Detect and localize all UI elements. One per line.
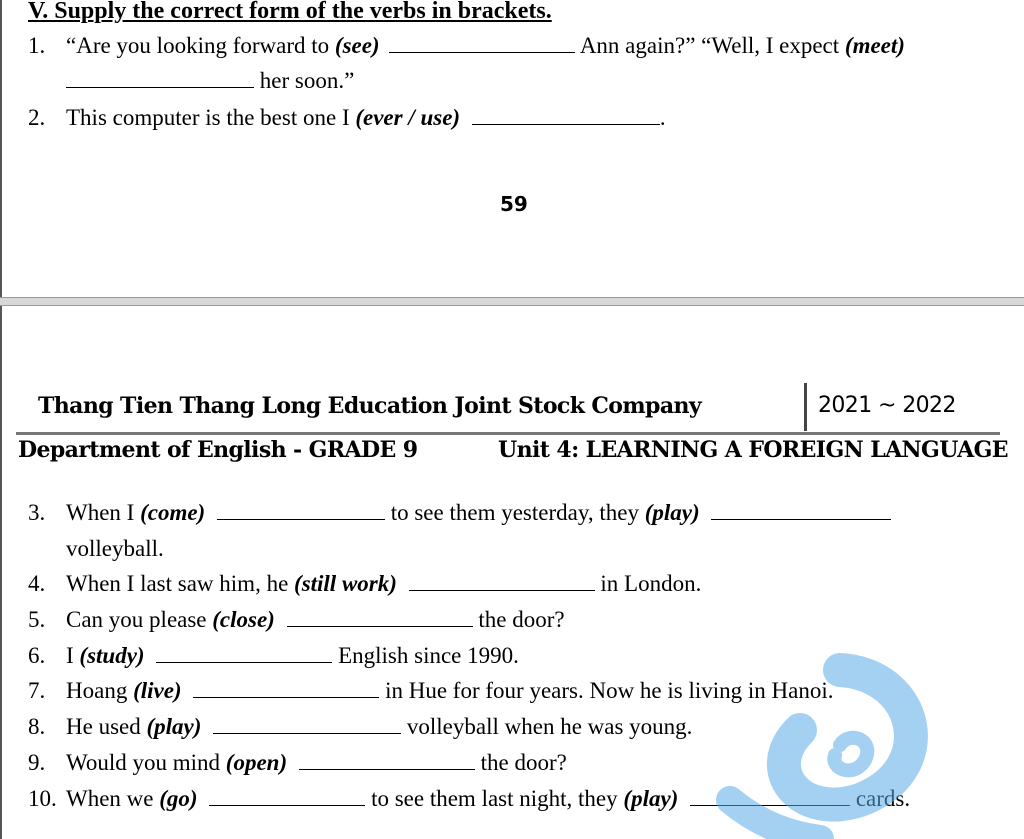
verb-cue: (play) [623, 786, 679, 811]
answer-blank[interactable] [389, 34, 575, 53]
answer-blank[interactable] [287, 608, 473, 627]
item-text: to see them last night, they [365, 786, 624, 811]
section-title: V. Supply the correct form of the verbs in brackets. [28, 0, 552, 24]
answer-blank[interactable] [472, 106, 660, 125]
item-text: cards. [850, 786, 911, 811]
item-number: 1. [28, 33, 46, 58]
verb-cue: (play) [644, 500, 700, 525]
company-name: Thang Tien Thang Long Education Joint Stock Company [38, 393, 702, 419]
item-text: English since 1990. [332, 643, 519, 668]
verb-cue: (live) [133, 678, 182, 703]
item-text: When I last saw him, he [66, 571, 295, 596]
exercise-item-9 [28, 749, 45, 777]
verb-cue: (see) [334, 33, 380, 58]
item-text: Can you please [66, 607, 213, 632]
item-number: 10. [28, 786, 57, 811]
exercise-item-2-text [66, 104, 666, 132]
item-text: Hoang [66, 678, 134, 703]
item-number: 9. [28, 750, 46, 775]
item-text: Would you mind [66, 750, 226, 775]
item-text: I [66, 643, 80, 668]
exercise-item-4 [28, 570, 45, 598]
answer-blank[interactable] [299, 751, 475, 770]
item-text: the door? [472, 607, 565, 632]
exercise-item-6-text [66, 642, 519, 670]
page-number: 59 [500, 192, 528, 216]
item-text: “Are you looking forward to [66, 33, 335, 58]
exercise-item-3-text [66, 499, 891, 527]
exercise-item-1-text [66, 32, 905, 60]
verb-cue: (go) [159, 786, 198, 811]
item-number: 2. [28, 105, 46, 130]
item-text: her soon.” [254, 68, 355, 93]
item-text: When we [66, 786, 160, 811]
verb-cue: (close) [212, 607, 275, 632]
answer-blank[interactable] [156, 644, 332, 663]
item-text: When I [66, 500, 141, 525]
item-text: the door? [474, 750, 567, 775]
department-label: Department of English - GRADE 9 [18, 437, 418, 463]
exercise-item-3 [28, 499, 45, 527]
exercise-item-3-cont: volleyball. [66, 536, 164, 561]
item-text: This computer is the best one I [66, 105, 356, 130]
item-text: in Hue for four years. Now he is living in Hanoi. [379, 678, 834, 703]
verb-cue: (open) [225, 750, 288, 775]
item-number: 7. [28, 678, 46, 703]
header-divider [804, 383, 807, 431]
answer-blank[interactable] [217, 501, 385, 520]
exercise-item-8-text [66, 713, 692, 741]
exercise-item-7 [28, 677, 45, 705]
exercise-item-8 [28, 713, 45, 741]
item-text: . [659, 105, 666, 130]
item-number: 6. [28, 643, 46, 668]
exercise-item-2 [28, 104, 45, 132]
item-text: He used [66, 714, 147, 739]
item-number: 4. [28, 571, 46, 596]
answer-blank[interactable] [193, 679, 379, 698]
exercise-item-5-text [66, 606, 565, 634]
exercise-item-6 [28, 642, 45, 670]
exercise-item-9-text [66, 749, 567, 777]
verb-cue: (play) [146, 714, 202, 739]
exercise-item-4-text [66, 570, 701, 598]
exercise-item-7-text [66, 677, 834, 705]
verb-cue: (come) [140, 500, 206, 525]
item-number: 8. [28, 714, 46, 739]
exercise-item-10-text [28, 785, 910, 813]
verb-cue: (study) [79, 643, 145, 668]
unit-title: Unit 4: LEARNING A FOREIGN LANGUAGE [498, 437, 1008, 463]
exercise-item-5 [28, 606, 45, 634]
verb-cue: (still work) [294, 571, 397, 596]
exercise-item-1-cont [66, 67, 354, 95]
item-text: to see them yesterday, they [384, 500, 645, 525]
verb-cue: (ever / use) [355, 105, 461, 130]
answer-blank[interactable] [690, 787, 850, 806]
answer-blank[interactable] [711, 501, 891, 520]
page-separator [0, 297, 1024, 306]
answer-blank[interactable] [409, 572, 595, 591]
exercise-item-1 [28, 32, 45, 60]
answer-blank[interactable] [209, 787, 365, 806]
verb-cue: (meet) [844, 33, 905, 58]
item-text: Ann again?” “Well, I expect [575, 33, 845, 58]
answer-blank[interactable] [66, 69, 254, 88]
item-number: 5. [28, 607, 46, 632]
item-number: 3. [28, 500, 46, 525]
answer-blank[interactable] [213, 715, 401, 734]
header-rule [16, 432, 1000, 435]
item-text: volleyball when he was young. [401, 714, 693, 739]
school-year: 2021 ~ 2022 [818, 393, 956, 418]
item-text: in London. [594, 571, 702, 596]
